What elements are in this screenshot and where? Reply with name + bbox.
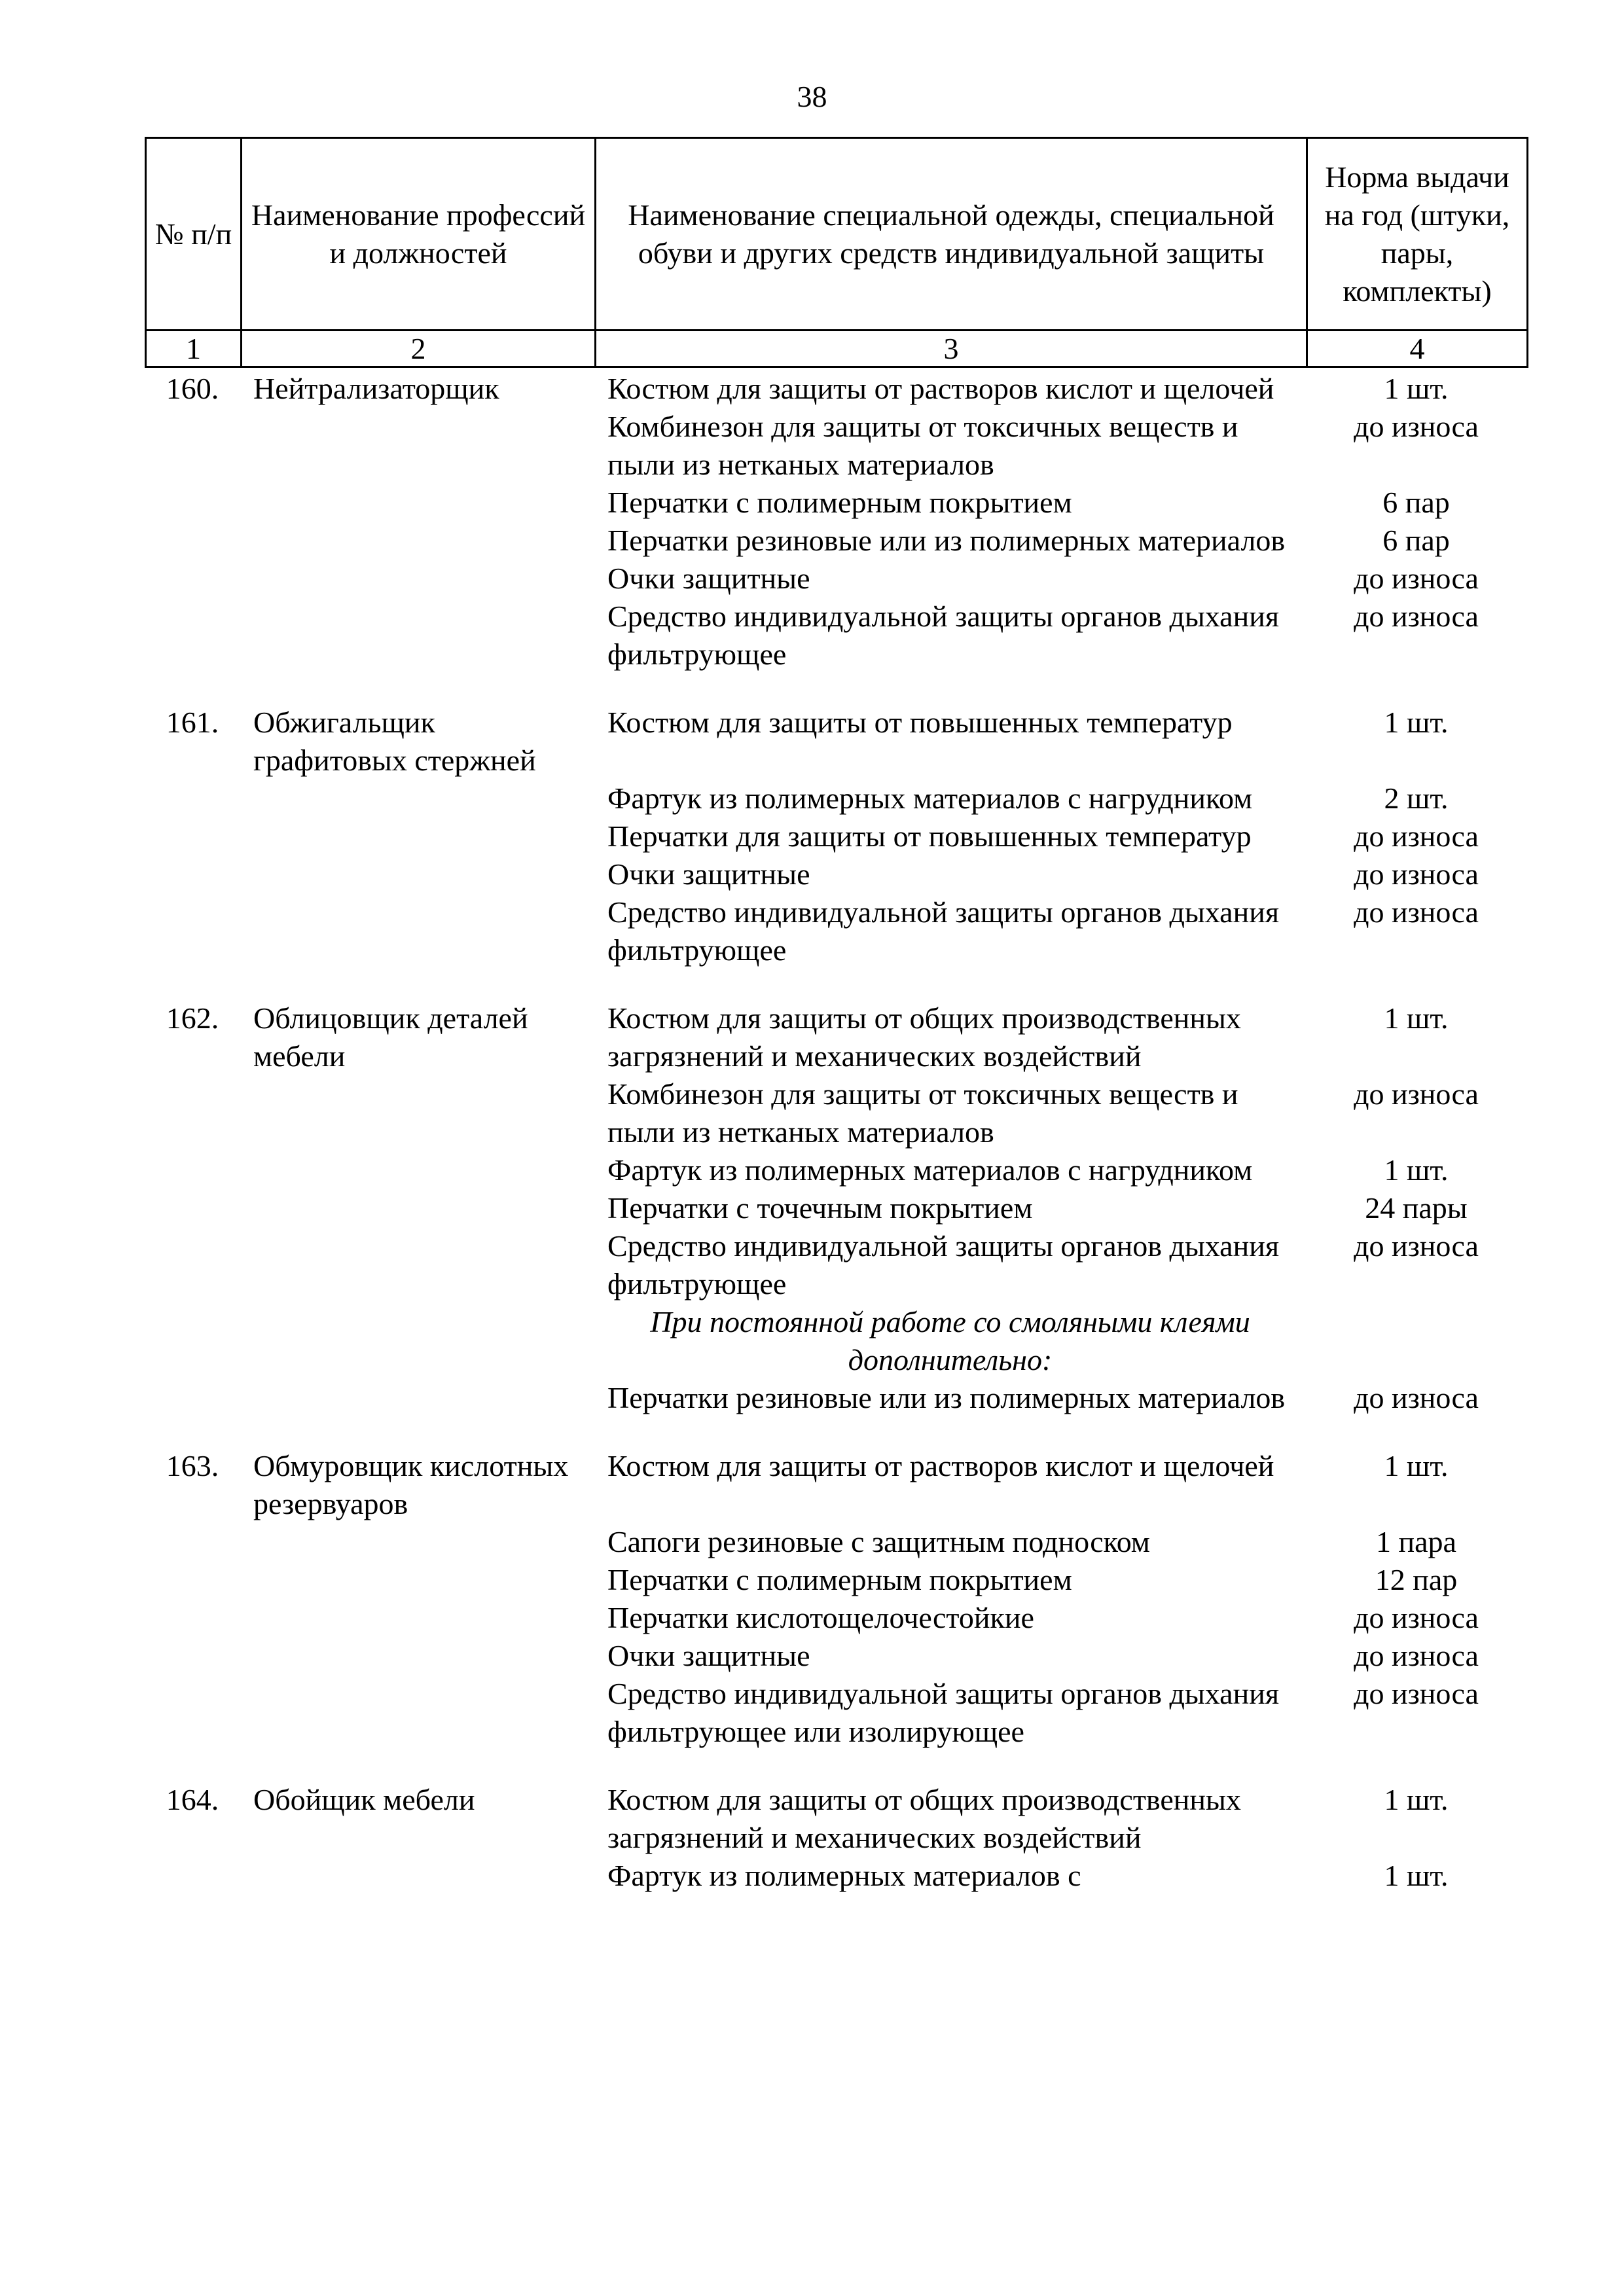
- table-row: [145, 408, 1526, 484]
- equipment-norm: до износа: [1354, 1077, 1479, 1111]
- entry-profession: [240, 408, 594, 484]
- entry-separator: [145, 969, 1526, 999]
- table-row: [145, 893, 1526, 969]
- entry-profession: [240, 1561, 594, 1599]
- separator-cell: [145, 673, 1526, 704]
- entry-number: [145, 522, 240, 560]
- entry-profession: [240, 598, 594, 673]
- table-row: [145, 1523, 1526, 1561]
- header-col-equipment: Наименование специальной одежды, специальной обуви и других средств индивидуальной защиты: [596, 138, 1307, 331]
- equipment-name: Костюм для защиты от повышенных температур: [607, 706, 1233, 739]
- equipment-name: Фартук из полимерных материалов с: [607, 1859, 1081, 1892]
- entry-profession: [240, 893, 594, 969]
- table-body: [145, 370, 1526, 1895]
- equipment-norm: до износа: [1354, 1381, 1479, 1414]
- entry-number: [145, 780, 240, 817]
- entry-number: [145, 598, 240, 673]
- entry-number: 164.: [166, 1783, 219, 1816]
- equipment-name: Фартук из полимерных материалов с нагрудником: [607, 1153, 1253, 1187]
- equipment-norm: до износа: [1354, 857, 1479, 891]
- table-row: [145, 1781, 1526, 1857]
- table-row: [145, 1447, 1526, 1523]
- header-col-number: № п/п: [146, 138, 242, 331]
- entry-number: [145, 1637, 240, 1675]
- table-row: [145, 522, 1526, 560]
- equipment-name: Перчатки для защиты от повышенных температур: [607, 819, 1252, 853]
- entry-number: [145, 1675, 240, 1751]
- table-row: [145, 1379, 1526, 1417]
- equipment-name: Костюм для защиты от общих производственных загрязнений и механических воздействий: [607, 1001, 1241, 1073]
- entry-profession: [240, 1523, 594, 1561]
- equipment-norm: до износа: [1354, 1229, 1479, 1263]
- equipment-norm: до износа: [1354, 895, 1479, 929]
- header-row: [146, 138, 1528, 331]
- equipment-norm: 1 пара: [1376, 1525, 1456, 1558]
- equipment-norm: 12 пар: [1375, 1563, 1458, 1596]
- equipment-norm: 6 пар: [1382, 524, 1450, 557]
- equipment-norm: до износа: [1354, 819, 1479, 853]
- equipment-norm: до износа: [1354, 562, 1479, 595]
- header-col-profession: Наименование профессий и должностей: [242, 138, 596, 331]
- entry-number: 160.: [166, 372, 219, 405]
- entry-number: [145, 408, 240, 484]
- entry-profession: [240, 780, 594, 817]
- table-header: [145, 137, 1528, 368]
- entry-number: 162.: [166, 1001, 219, 1035]
- header-col-norm: Норма выдачи на год (штуки, пары, комплекты): [1307, 138, 1528, 331]
- entry-profession: [240, 484, 594, 522]
- entry-profession: [240, 817, 594, 855]
- entry-profession: [240, 1189, 594, 1227]
- entry-number: [145, 893, 240, 969]
- equipment-norm: 1 шт.: [1384, 1449, 1449, 1482]
- entry-number: [145, 560, 240, 598]
- entry-profession: [240, 560, 594, 598]
- entry-profession: [240, 1227, 594, 1303]
- entry-profession: [240, 1075, 594, 1151]
- table-row: [145, 704, 1526, 780]
- separator-cell: [145, 969, 1526, 999]
- column-number-row: [146, 331, 1528, 367]
- empty-cell: [240, 1303, 594, 1379]
- equipment-name: Перчатки с точечным покрытием: [607, 1191, 1033, 1225]
- entry-profession: Облицовщик деталей мебели: [253, 1001, 528, 1073]
- equipment-name: Перчатки кислотощелочестойкие: [607, 1601, 1034, 1634]
- table-row: [145, 1151, 1526, 1189]
- equipment-name: Очки защитные: [607, 562, 810, 595]
- entry-number: [145, 817, 240, 855]
- equipment-norm: 2 шт.: [1384, 781, 1449, 815]
- equipment-name: Средство индивидуальной защиты органов дыхания фильтрующее: [607, 895, 1279, 967]
- table-row: [145, 999, 1526, 1075]
- column-number-2: 2: [242, 331, 596, 367]
- equipment-norm: 1 шт.: [1384, 372, 1449, 405]
- empty-cell: [145, 1303, 240, 1379]
- additional-note: При постоянной работе со смоляными клеями дополнительно:: [650, 1305, 1250, 1376]
- empty-cell: [240, 1379, 594, 1417]
- entry-number: [145, 1857, 240, 1895]
- equipment-norm: до износа: [1354, 600, 1479, 633]
- table-row: [145, 1189, 1526, 1227]
- table-row: [145, 560, 1526, 598]
- separator-cell: [145, 1417, 1526, 1447]
- table-row: [145, 1675, 1526, 1751]
- equipment-name: Комбинезон для защиты от токсичных веществ и пыли из нетканых материалов: [607, 410, 1238, 481]
- equipment-norm: 1 шт.: [1384, 1001, 1449, 1035]
- entry-number: [145, 1599, 240, 1637]
- entry-number: [145, 1151, 240, 1189]
- equipment-norm: 1 шт.: [1384, 706, 1449, 739]
- entry-number: [145, 484, 240, 522]
- equipment-name: Очки защитные: [607, 857, 810, 891]
- entry-separator: [145, 1417, 1526, 1447]
- entry-profession: [240, 1151, 594, 1189]
- entry-profession: [240, 522, 594, 560]
- equipment-name: Перчатки резиновые или из полимерных материалов: [607, 1381, 1286, 1414]
- table-row: [145, 1637, 1526, 1675]
- entry-number: [145, 1561, 240, 1599]
- empty-cell: [1306, 1303, 1526, 1379]
- equipment-name: Сапоги резиновые с защитным подноском: [607, 1525, 1150, 1558]
- entry-profession: [240, 855, 594, 893]
- equipment-name: Фартук из полимерных материалов с нагрудником: [607, 781, 1253, 815]
- equipment-name: Костюм для защиты от растворов кислот и щелочей: [607, 1449, 1274, 1482]
- equipment-norm: 1 шт.: [1384, 1783, 1449, 1816]
- table-row: [145, 1561, 1526, 1599]
- equipment-norm: 24 пары: [1365, 1191, 1468, 1225]
- equipment-norm: 6 пар: [1382, 486, 1450, 519]
- entry-profession: Обмуровщик кислотных резервуаров: [253, 1449, 569, 1520]
- table-row: [145, 370, 1526, 408]
- equipment-name: Костюм для защиты от растворов кислот и щелочей: [607, 372, 1274, 405]
- equipment-name: Перчатки резиновые или из полимерных материалов: [607, 524, 1286, 557]
- entry-profession: [240, 1675, 594, 1751]
- equipment-name: Средство индивидуальной защиты органов дыхания фильтрующее или изолирующее: [607, 1677, 1279, 1748]
- table-row: [145, 780, 1526, 817]
- equipment-name: Средство индивидуальной защиты органов дыхания фильтрующее: [607, 1229, 1279, 1300]
- table-row: [145, 1857, 1526, 1895]
- entry-profession: Нейтрализаторщик: [253, 372, 499, 405]
- table-row: [145, 817, 1526, 855]
- equipment-norm: 1 шт.: [1384, 1153, 1449, 1187]
- table-row: [145, 598, 1526, 673]
- column-number-1: 1: [146, 331, 242, 367]
- equipment-norm: до износа: [1354, 1601, 1479, 1634]
- note-row: [145, 1303, 1526, 1379]
- entry-number: [145, 855, 240, 893]
- equipment-name: Средство индивидуальной защиты органов дыхания фильтрующее: [607, 600, 1279, 671]
- entry-profession: [240, 1857, 594, 1895]
- entry-profession: [240, 1599, 594, 1637]
- entry-number: [145, 1075, 240, 1151]
- table-row: [145, 855, 1526, 893]
- entry-number: 161.: [166, 706, 219, 739]
- entry-number: [145, 1523, 240, 1561]
- entry-profession: Обжигальщик графитовых стержней: [253, 706, 536, 777]
- entry-number: [145, 1227, 240, 1303]
- entry-number: 163.: [166, 1449, 219, 1482]
- equipment-norm: 1 шт.: [1384, 1859, 1449, 1892]
- table-row: [145, 484, 1526, 522]
- entry-separator: [145, 673, 1526, 704]
- empty-cell: [145, 1379, 240, 1417]
- equipment-norm: до износа: [1354, 410, 1479, 443]
- entry-profession: Обойщик мебели: [253, 1783, 475, 1816]
- entries-list: [145, 370, 1526, 1895]
- equipment-name: Перчатки с полимерным покрытием: [607, 486, 1072, 519]
- separator-cell: [145, 1751, 1526, 1781]
- page-number: 38: [797, 80, 827, 113]
- column-number-4: 4: [1307, 331, 1528, 367]
- equipment-name: Очки защитные: [607, 1639, 810, 1672]
- equipment-name: Перчатки с полимерным покрытием: [607, 1563, 1072, 1596]
- equipment-name: Костюм для защиты от общих производственных загрязнений и механических воздействий: [607, 1783, 1241, 1854]
- equipment-norm: до износа: [1354, 1639, 1479, 1672]
- table-row: [145, 1075, 1526, 1151]
- entry-separator: [145, 1751, 1526, 1781]
- table-row: [145, 1227, 1526, 1303]
- column-number-3: 3: [596, 331, 1307, 367]
- entry-number: [145, 1189, 240, 1227]
- entry-profession: [240, 1637, 594, 1675]
- table-row: [145, 1599, 1526, 1637]
- equipment-norm: до износа: [1354, 1677, 1479, 1710]
- equipment-name: Комбинезон для защиты от токсичных веществ и пыли из нетканых материалов: [607, 1077, 1238, 1149]
